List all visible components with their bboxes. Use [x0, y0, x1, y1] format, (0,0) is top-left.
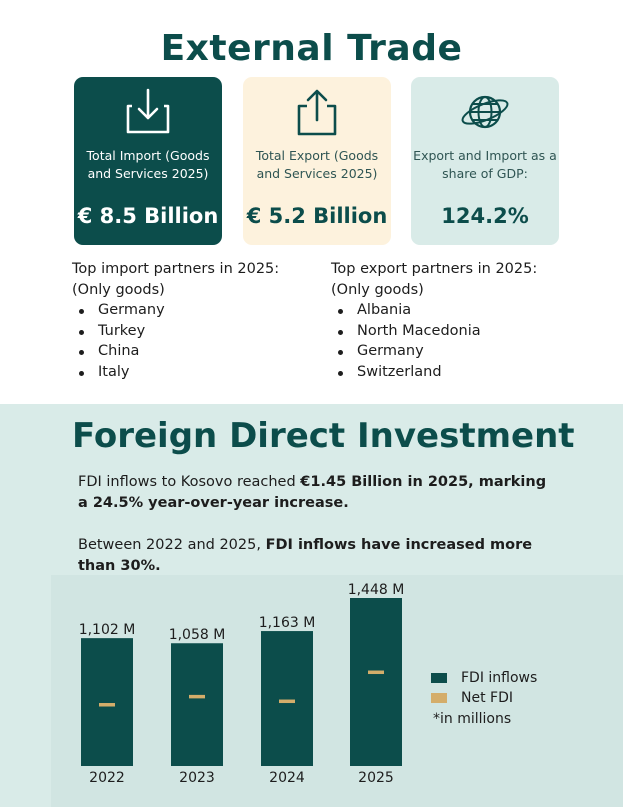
list-item: North Macedonia — [331, 321, 591, 342]
legend-swatch-fdi-inflows — [431, 673, 447, 683]
total-import-label: Total Import (Goods and Services 2025) — [86, 148, 210, 181]
list-item: Switzerland — [331, 362, 591, 383]
total-import-value: € 8.5 Billion — [77, 204, 219, 228]
fdi-summary-bold: €1.45 Billion in 2025, marking a 24.5% year-over-year increase. — [78, 474, 547, 511]
trade-gdp-share-card — [411, 77, 559, 245]
list-item: Germany — [72, 300, 312, 321]
chart-legend — [431, 668, 537, 730]
list-item: Italy — [72, 362, 312, 383]
export-partners-heading: Top export partners in 2025: — [331, 261, 538, 277]
chart-units-note: *in millions — [433, 711, 512, 727]
list-item: Germany — [331, 341, 591, 362]
legend-item-fdi-inflows — [431, 668, 537, 688]
legend-label-fdi-inflows: FDI inflows — [461, 670, 538, 686]
import-partners-heading: Top import partners in 2025: — [72, 261, 280, 277]
page-title: External Trade — [160, 28, 463, 69]
fdi-section — [0, 404, 623, 807]
x-tick-label-2025: 2025 — [358, 770, 394, 786]
x-tick-label-2024: 2024 — [269, 770, 305, 786]
total-import-card — [74, 77, 222, 245]
section-title: Foreign Direct Investment — [72, 416, 575, 456]
fdi-growth-text — [78, 535, 548, 577]
x-tick-label-2022: 2022 — [89, 770, 125, 786]
download-tray-icon — [122, 86, 174, 138]
list-item: Turkey — [72, 321, 312, 342]
import-partners-block — [72, 259, 312, 382]
export-partners-list — [331, 300, 591, 382]
globe-icon — [459, 86, 511, 138]
data-label-2025: 1,448 M — [347, 582, 405, 598]
list-item: Albania — [331, 300, 591, 321]
fdi-growth-lead: Between 2022 and 2025, — [78, 537, 266, 553]
export-partners-subheading: (Only goods) — [331, 281, 424, 298]
upload-share-icon — [291, 86, 343, 138]
data-label-2022: 1,102 M — [78, 622, 136, 639]
fdi-growth-bold: FDI inflows have increased more than 30%. — [78, 537, 533, 574]
legend-swatch-net-fdi — [431, 693, 447, 703]
data-label-2023: 1,058 M — [168, 627, 226, 644]
list-item: China — [72, 341, 312, 362]
x-tick-label-2023: 2023 — [179, 770, 215, 786]
import-partners-list — [72, 300, 312, 382]
trade-gdp-share-value: 124.2% — [441, 204, 529, 228]
legend-label-net-fdi: Net FDI — [461, 690, 513, 706]
data-label-2024: 1,163 M — [258, 615, 316, 632]
fdi-summary-lead: FDI inflows to Kosovo reached — [78, 474, 301, 490]
trade-gdp-share-label: Export and Import as a share of GDP: — [413, 148, 557, 181]
legend-item-net-fdi — [431, 688, 537, 708]
total-export-value: € 5.2 Billion — [246, 204, 388, 228]
fdi-summary-text — [78, 472, 548, 514]
total-export-label: Total Export (Goods and Services 2025) — [255, 148, 379, 181]
import-partners-subheading: (Only goods) — [72, 281, 165, 298]
export-partners-block — [331, 259, 591, 382]
total-export-card — [243, 77, 391, 245]
